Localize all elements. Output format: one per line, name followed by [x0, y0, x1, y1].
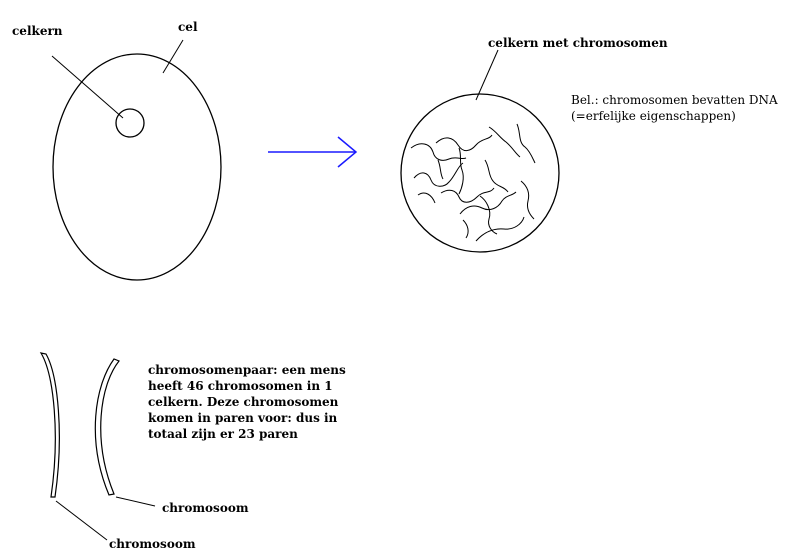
label-chromosoom-left: chromosoom	[109, 537, 196, 551]
paragraph-line: komen in paren voor: dus in	[148, 411, 338, 425]
cel-pointer-line	[163, 40, 183, 73]
nucleus-circle	[116, 109, 144, 137]
chromosoom-right-pointer	[116, 497, 155, 506]
celkern-pointer-line	[52, 56, 123, 118]
chromosome-left-shape	[41, 353, 59, 497]
label-celkern: celkern	[12, 24, 63, 38]
label-celkern-met-chromosomen: celkern met chromosomen	[488, 36, 668, 50]
chromosome-pair-paragraph	[148, 362, 346, 442]
chromosoom-left-pointer	[56, 501, 107, 540]
paragraph-line: heeft 46 chromosomen in 1	[148, 379, 333, 393]
note-block	[571, 92, 778, 124]
paragraph-line: totaal zijn er 23 paren	[148, 427, 298, 441]
label-cel: cel	[178, 20, 198, 34]
note-line-1: Bel.: chromosomen bevatten DNA	[571, 93, 778, 107]
cell-outline	[53, 54, 221, 280]
note-line-2: (=erfelijke eigenschappen)	[571, 109, 736, 123]
chromosome-right-shape	[95, 359, 119, 495]
label-chromosoom-right: chromosoom	[162, 501, 249, 515]
celkern-met-chromosomen-pointer	[476, 50, 498, 100]
transition-arrow	[268, 137, 356, 167]
chromosome-squiggles	[411, 124, 535, 241]
paragraph-line: chromosomenpaar: een mens	[148, 363, 346, 377]
paragraph-line: celkern. Deze chromosomen	[148, 395, 339, 409]
